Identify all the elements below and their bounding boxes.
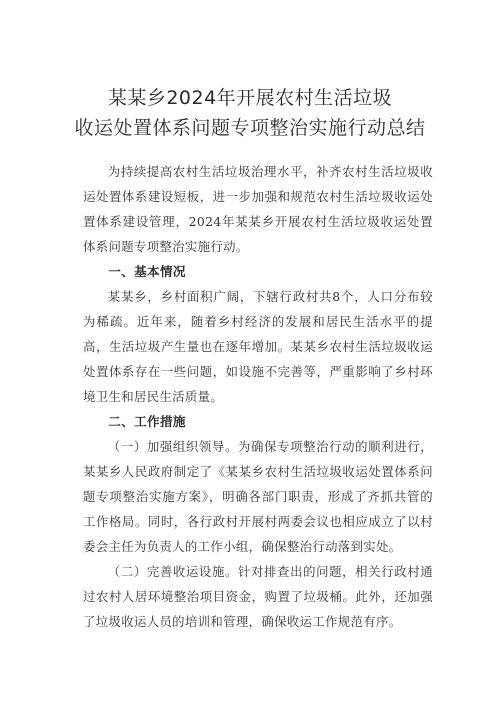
work-measures-paragraph-2: （二）完善收运设施。针对排查出的问题，相关行政村通过农村人居环境整治项目资金，购置了垃圾桶。此外，还加强了垃圾收运人员的培训和管理，确保收运工作规范有序。 [83,564,433,629]
document-title-line-2: 收运处置体系问题专项整治实施行动总结 [74,117,426,139]
section-heading-basic-situation: 一、基本情况 [108,264,186,279]
work-measures-paragraph-1: （一）加强组织领导。为确保专项整治行动的顺利进行，某某乡人民政府制定了《某某乡农村生活垃圾收运处置体系问题专项整治实施方案》，明确各部门职责，形成了齐抓共管的工作格局。同时，各行政村开展村两委会议也相应成立了以村委会主任为负责人的工作小组，确保整治行动落到实处。 [83,439,433,554]
intro-paragraph: 为持续提高农村生活垃圾治理水平，补齐农村生活垃圾收运处置体系建设短板，进一步加强和规范农村生活垃圾收运处置体系建设管理，2024年某某乡开展农村生活垃圾收运处置体系问题专项整治实施行动。 [83,164,433,254]
basic-situation-paragraph: 某某乡，乡村面积广阔，下辖行政村共8个，人口分布较为稀疏。近年来，随着乡村经济的发展和居民生活水平的提高，生活垃圾产生量也在逐年增加。某某乡农村生活垃圾收运处置体系存在一些问题，如设施不完善等，严重影响了乡村环境卫生和居民生活质量。 [83,289,433,404]
document-body [83,159,433,634]
document-title-line-1: 某某乡2024年开展农村生活垃圾 [107,87,393,109]
section-heading-work-measures: 二、工作措施 [108,414,186,429]
